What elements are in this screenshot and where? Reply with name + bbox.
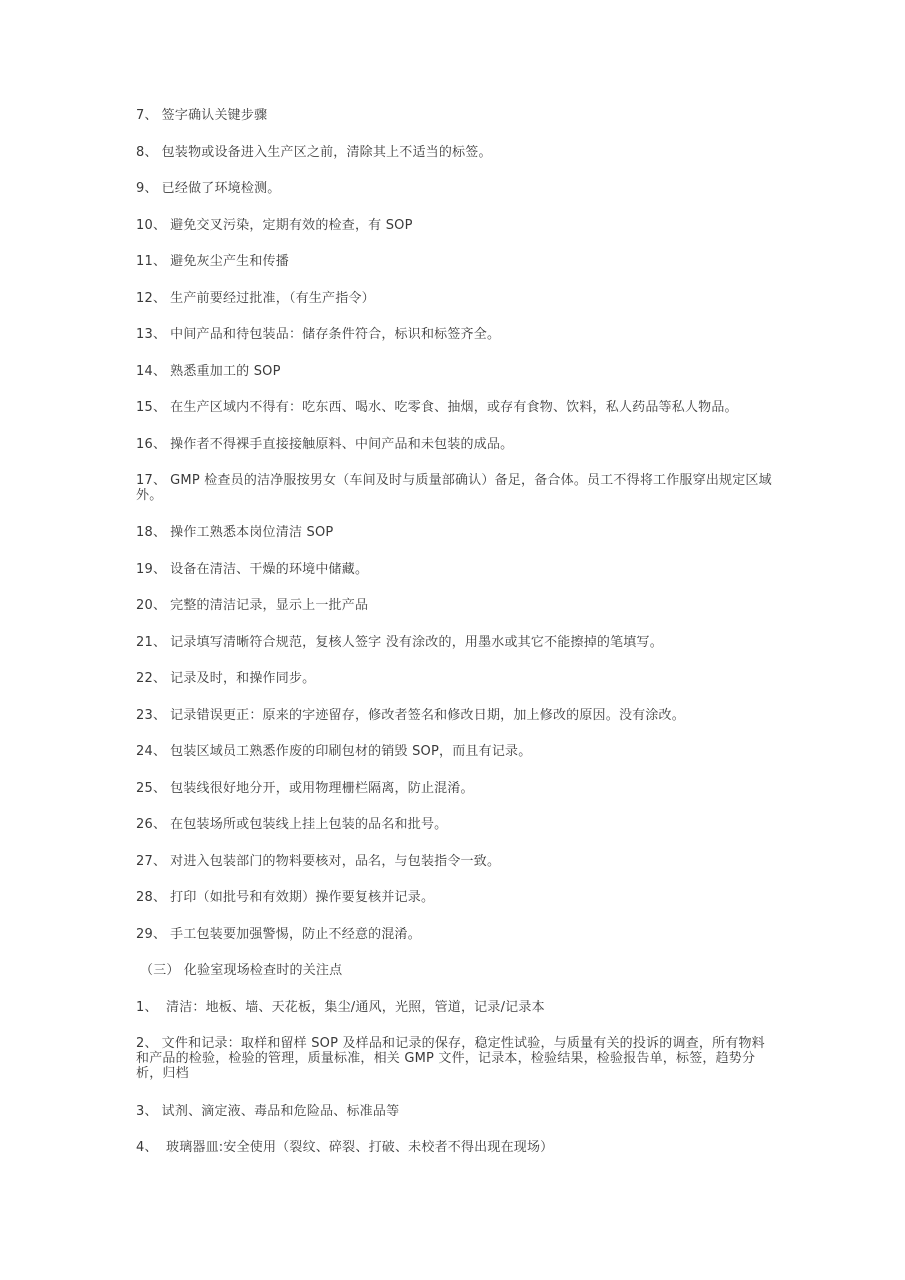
item-text: 避免交叉污染，定期有效的检查，有 SOP xyxy=(170,218,413,233)
item-number: 29、 xyxy=(136,927,167,942)
item-text: 包装区域员工熟悉作废的印刷包材的销毁 SOP，而且有记录。 xyxy=(170,744,532,759)
list-item xyxy=(136,437,776,452)
item-text: 已经做了环境检测。 xyxy=(161,181,281,196)
item-text: GMP 检查员的洁净服按男女（车间及时与质量部确认）备足，备合体。员工不得将工作服穿出规定区域外。 xyxy=(136,473,772,503)
item-number: 4、 xyxy=(136,1140,158,1155)
item-text: 打印（如批号和有效期）操作要复核并记录。 xyxy=(170,890,435,905)
list-item xyxy=(136,854,776,869)
list-item xyxy=(136,817,776,832)
list-item xyxy=(136,1140,776,1155)
item-text: 设备在清洁、干燥的环境中储藏。 xyxy=(170,562,369,577)
item-number: 10、 xyxy=(136,218,167,233)
item-text: 中间产品和待包装品：储存条件符合，标识和标签齐全。 xyxy=(170,327,501,342)
item-number: 15、 xyxy=(136,400,167,415)
item-number: 1、 xyxy=(136,1000,158,1015)
item-number: 18、 xyxy=(136,525,167,540)
item-text: 试剂、滴定液、毒品和危险品、标准品等 xyxy=(161,1104,400,1119)
item-number: 27、 xyxy=(136,854,167,869)
list-item xyxy=(136,635,776,650)
list-item xyxy=(136,400,776,415)
item-text: 避免灰尘产生和传播 xyxy=(170,254,289,269)
list-item xyxy=(136,254,776,269)
item-number: 8、 xyxy=(136,145,158,160)
item-number: 17、 xyxy=(136,473,167,488)
list-item xyxy=(136,671,776,686)
section-heading xyxy=(136,963,776,978)
list-item xyxy=(136,525,776,540)
item-text: 包装物或设备进入生产区之前，清除其上不适当的标签。 xyxy=(161,145,492,160)
item-number: 11、 xyxy=(136,254,167,269)
list-item xyxy=(136,291,776,306)
item-number: 23、 xyxy=(136,708,167,723)
item-number: 9、 xyxy=(136,181,158,196)
item-number: 13、 xyxy=(136,327,167,342)
item-number: 14、 xyxy=(136,364,167,379)
item-number: 19、 xyxy=(136,562,167,577)
list-item xyxy=(136,218,776,233)
list-item xyxy=(136,744,776,759)
list-item xyxy=(136,145,776,160)
list-item xyxy=(136,927,776,942)
item-text: 操作工熟悉本岗位清洁 SOP xyxy=(170,525,334,540)
item-text: 记录错误更正：原来的字迹留存，修改者签名和修改日期，加上修改的原因。没有涂改。 xyxy=(170,708,685,723)
item-text: 签字确认关键步骤 xyxy=(161,108,268,123)
item-number: 28、 xyxy=(136,890,167,905)
list-item xyxy=(136,890,776,905)
list-item xyxy=(136,1036,776,1081)
item-text: 对进入包装部门的物料要核对，品名，与包装指令一致。 xyxy=(170,854,501,869)
list-item xyxy=(136,1000,776,1015)
list-item xyxy=(136,181,776,196)
list-item xyxy=(136,108,776,123)
item-number: 21、 xyxy=(136,635,167,650)
item-number: 3、 xyxy=(136,1104,158,1119)
item-number: 24、 xyxy=(136,744,167,759)
item-number: 12、 xyxy=(136,291,167,306)
item-text: 包装线很好地分开，或用物理栅栏隔离，防止混淆。 xyxy=(170,781,474,796)
item-text: 操作者不得裸手直接接触原料、中间产品和未包装的成品。 xyxy=(170,437,514,452)
list-item xyxy=(136,781,776,796)
item-number: 2、 xyxy=(136,1036,158,1051)
item-number: 7、 xyxy=(136,108,158,123)
list-item xyxy=(136,327,776,342)
item-text: （三） 化验室现场检查时的关注点 xyxy=(140,963,343,978)
item-text: 文件和记录：取样和留样 SOP 及样品和记录的保存，稳定性试验，与质量有关的投诉的调查，所有物料和产品的检验，检验的管理，质量标准，相关 GMP 文件，记录本，检验结果，检验报告单，标签，趋势分析，归档 xyxy=(136,1036,765,1081)
list-item xyxy=(136,598,776,613)
item-text: 记录及时，和操作同步。 xyxy=(170,671,316,686)
item-text: 在包装场所或包装线上挂上包装的品名和批号。 xyxy=(170,817,448,832)
item-text: 清洁：地板、墙、天花板，集尘/通风，光照，管道，记录/记录本 xyxy=(161,1000,545,1015)
item-number: 25、 xyxy=(136,781,167,796)
item-text: 在生产区域内不得有：吃东西、喝水、吃零食、抽烟，或存有食物、饮料，私人药品等私人物品。 xyxy=(170,400,738,415)
list-item xyxy=(136,473,776,503)
item-text: 熟悉重加工的 SOP xyxy=(170,364,281,379)
item-text: 生产前要经过批准，（有生产指令） xyxy=(170,291,375,306)
item-number: 16、 xyxy=(136,437,167,452)
list-item xyxy=(136,708,776,723)
item-number: 26、 xyxy=(136,817,167,832)
item-text: 完整的清洁记录，显示上一批产品 xyxy=(170,598,369,613)
item-text: 玻璃器皿:安全使用（裂纹、碎裂、打破、未校者不得出现在现场） xyxy=(161,1140,554,1155)
list-item xyxy=(136,1104,776,1119)
item-number: 20、 xyxy=(136,598,167,613)
item-text: 记录填写清晰符合规范，复核人签字 没有涂改的，用墨水或其它不能擦掉的笔填写。 xyxy=(170,635,663,650)
list-item xyxy=(136,364,776,379)
list-item xyxy=(136,562,776,577)
item-text: 手工包装要加强警惕，防止不经意的混淆。 xyxy=(170,927,421,942)
item-number: 22、 xyxy=(136,671,167,686)
